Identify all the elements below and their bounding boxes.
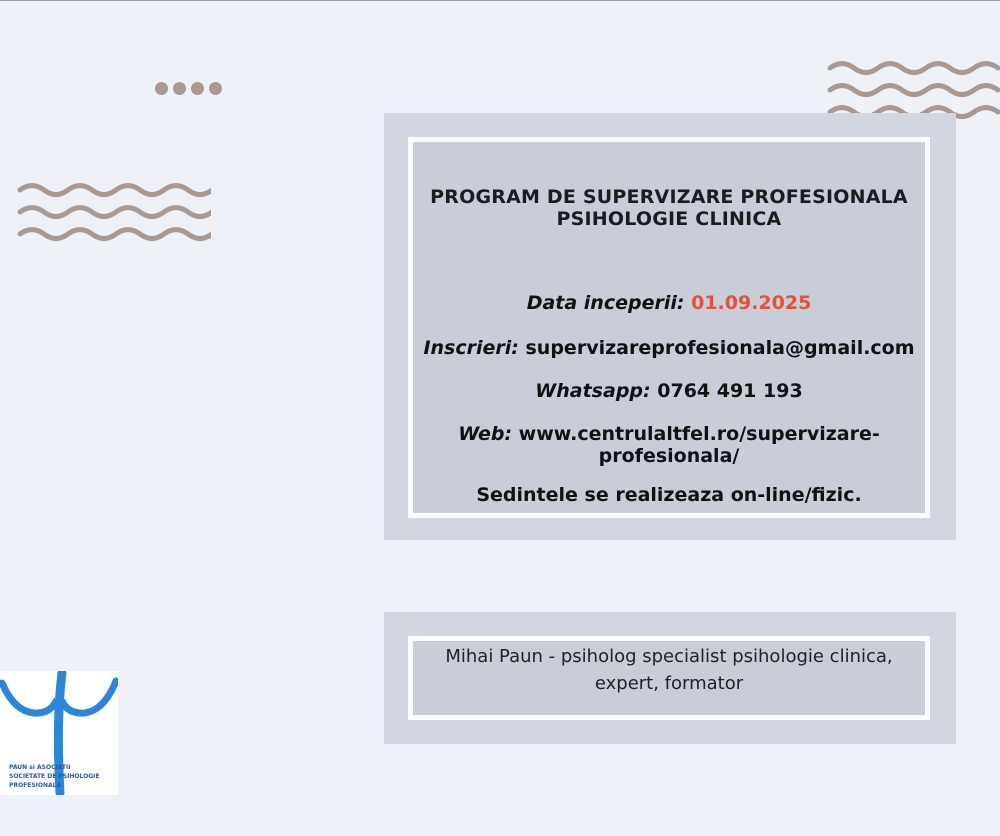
trainer-frame (408, 636, 930, 720)
web-url-line1[interactable]: www.centrulaltfel.ro/supervizare- (518, 423, 880, 445)
start-date-value: 01.09.2025 (691, 292, 812, 314)
top-border (0, 0, 1000, 1)
logo-text-line3: PROFESIONALA (9, 782, 62, 789)
logo-text-line2: SOCIETATE DE PSIHOLOGIE (9, 773, 100, 780)
start-date-label: Data inceperii: (526, 292, 685, 314)
start-date-line (413, 292, 925, 314)
program-title-line1: PROGRAM DE SUPERVIZARE PROFESIONALA (430, 186, 908, 208)
program-title-line2: PSIHOLOGIE CLINICA (556, 208, 782, 230)
wave-decoration-icon (16, 178, 211, 246)
dot (209, 82, 222, 95)
web-line (413, 423, 925, 467)
program-panel (384, 113, 956, 540)
trainer-bio (413, 643, 925, 697)
trainer-bio-line1: Mihai Paun - psiholog specialist psihologie clinica, (445, 646, 893, 667)
dot (155, 82, 168, 95)
logo-text-line1: PAUN si ASOCIATII (9, 764, 71, 771)
enroll-email[interactable]: supervizareprofesionala@gmail.com (525, 337, 915, 359)
enroll-line (413, 337, 925, 359)
logo-text (9, 763, 117, 790)
sessions-info: Sedintele se realizeaza on-line/fizic. (476, 484, 862, 506)
dot (191, 82, 204, 95)
dots-decoration-icon (155, 82, 222, 95)
dot (173, 82, 186, 95)
enroll-label: Inscrieri: (423, 337, 519, 359)
program-title (413, 186, 925, 230)
whatsapp-label: Whatsapp: (535, 380, 651, 402)
trainer-bio-line2: expert, formator (594, 673, 744, 694)
trainer-panel (384, 612, 956, 744)
program-frame (408, 137, 930, 518)
whatsapp-line (413, 380, 925, 402)
web-label: Web: (458, 423, 513, 445)
whatsapp-number[interactable]: 0764 491 193 (657, 380, 803, 402)
organization-logo (0, 671, 118, 795)
web-url-line2[interactable]: profesionala/ (598, 445, 740, 467)
